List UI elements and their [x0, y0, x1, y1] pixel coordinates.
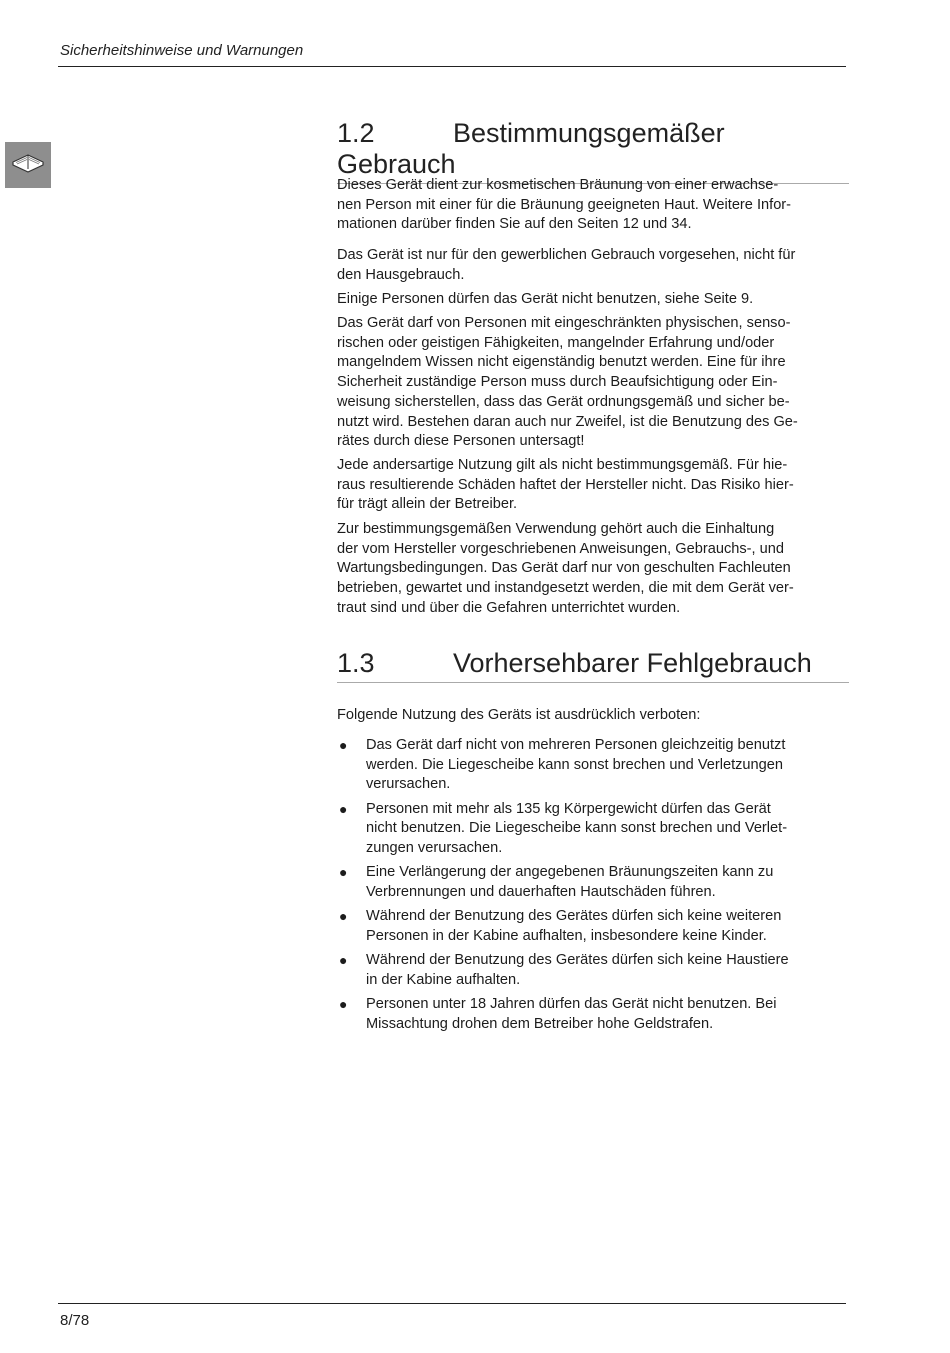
section-intro: Folgende Nutzung des Geräts ist ausdrücklich verboten: — [337, 707, 701, 723]
bullet-icon: ● — [339, 864, 348, 881]
page-number: 8/78 — [60, 1312, 90, 1329]
prohibited-uses-list — [337, 736, 849, 1039]
list-item: ● Während der Benutzung des Gerätes dürfen sich keine Haustiere in der Kabine aufhalten. — [339, 952, 789, 988]
bullet-icon: ● — [339, 908, 348, 925]
section-heading-1-3 — [337, 648, 849, 683]
footer-rule — [58, 1303, 846, 1304]
paragraph: Das Gerät ist nur für den gewerblichen Gebrauch vorgesehen, nicht für den Hausgebrauch. — [337, 247, 796, 283]
section-title: Vorhersehbarer Fehlgebrauch — [453, 648, 812, 678]
section-number: 1.2 — [337, 118, 375, 148]
bullet-icon: ● — [339, 737, 348, 753]
list-item: ● Personen mit mehr als 135 kg Körpergewicht dürfen das Gerät nicht benutzen. Die Liegescheibe kann sonst brechen und Verlet- zungen verursachen. — [339, 800, 788, 857]
section-heading-1-2 — [337, 118, 849, 184]
paragraph: Das Gerät darf von Personen mit eingeschränkten physischen, senso- rischen oder geistigen Fähigkeiten, mangelnder Erfahrung und/oder mangelndem Wissen nicht eigenständig benutzt werden. Eine für ihre Sicherheit zuständige Person muss durch Beaufsichtigung oder Ein- weisung sicherstellen, dass das Gerät ordnungsgemäß und sicher be- nutzt wird. Bestehen daran auch nur Zweifel, ist die Benutzung des Ge- rätes durch diese Personen untersagt! — [337, 315, 798, 450]
paragraph: Dieses Gerät dient zur kosmetischen Bräunung von einer erwachse- nen Person mit einer für die Bräunung geeigneten Haut. Weitere Infor- mationen darüber finden Sie auf den Seiten 12 und 34. — [337, 177, 792, 233]
paragraph: Einige Personen dürfen das Gerät nicht benutzen, siehe Seite 9. — [337, 291, 754, 307]
list-item: ● Während der Benutzung des Gerätes dürfen sich keine weiteren Personen in der Kabine aufhalten, insbesondere keine Kinder. — [339, 908, 782, 944]
bullet-icon: ● — [339, 952, 348, 969]
list-item: ● Personen unter 18 Jahren dürfen das Gerät nicht benutzen. Bei Missachtung drohen dem Betreiber hohe Geldstrafen. — [339, 995, 777, 1032]
section-number: 1.3 — [337, 648, 375, 678]
bullet-icon: ● — [339, 800, 348, 817]
paragraph: Jede andersartige Nutzung gilt als nicht bestimmungsgemäß. Für hie- raus resultierende Schäden haftet der Hersteller nicht. Das Risiko hier- für trägt allein der Betreiber. — [337, 457, 794, 513]
running-header: Sicherheitshinweise und Warnungen — [60, 42, 304, 59]
side-tab — [5, 142, 51, 188]
section-title: Bestimmungsgemäßer Gebrauch — [337, 118, 725, 179]
paragraph: Zur bestimmungsgemäßen Verwendung gehört auch die Einhaltung der vom Hersteller vorgeschriebenen Anweisungen, Gebrauchs-, und Wartungsbedingungen. Das Gerät darf nur von geschulten Fachleuten betrieben, gewartet und instandgesetzt werden, die mit dem Gerät ver- traut sind und über die Gefahren unterrichtet wurden. — [337, 521, 794, 616]
list-item: ● Das Gerät darf nicht von mehreren Personen gleichzeitig benutzt werden. Die Liegescheibe kann sonst brechen und Verletzungen verursachen. — [339, 737, 786, 793]
list-item: ● Eine Verlängerung der angegebenen Bräunungszeiten kann zu Verbrennungen und dauerhaften Hautschäden führen. — [339, 864, 774, 900]
open-book-icon — [10, 148, 46, 183]
header-rule — [58, 66, 846, 67]
bullet-icon: ● — [339, 995, 348, 1012]
